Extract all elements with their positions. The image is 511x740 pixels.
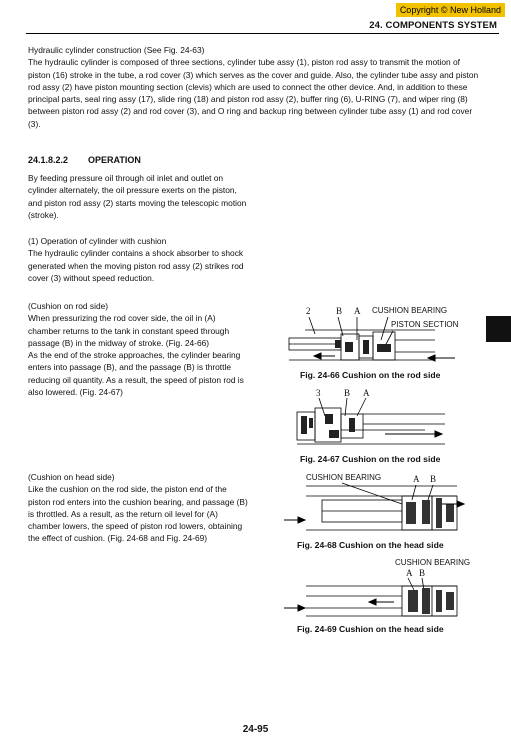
cushion-body: The hydraulic cylinder contains a shock absorber to shock generated when the moving piston rod assy (2) strikes rod cover (3) without speed reduction. (28, 248, 244, 283)
page-number: 24-95 (242, 724, 269, 735)
fig69-label-a: A (406, 568, 413, 578)
fig69-drawing (282, 556, 485, 622)
copyright-badge: Copyright © New Holland (396, 3, 505, 17)
fig67-label-a: A (363, 388, 370, 398)
fig68-label-a: A (413, 474, 420, 484)
cushion-heading: (1) Operation of cylinder with cushion (28, 236, 167, 246)
operation-number: 24.1.8.2.2 (28, 155, 69, 165)
section-title: 24. COMPONENTS SYSTEM (369, 20, 497, 31)
fig66-drawing (285, 300, 485, 366)
head-side-section (28, 471, 248, 545)
head-side-heading: (Cushion on head side) (28, 472, 115, 482)
fig68-label-cushion-bearing: CUSHION BEARING (306, 473, 382, 482)
intro-body: The hydraulic cylinder is composed of three sections, cylinder tube assy (1), piston rod assy to transmit the motion of piston (16) stroke in the tube, a rod cover (3) which serves as the cover and guide. Also, the cylinder tube assy and piston rod assy (2) have piston mounting section (clevis) which are used to connect the other device. And, in addition to these principal parts, seal ring assy (17), slide ring (18) and piston rod assy (2), buffer ring (6), U-RING (7), and wiper ring (8) between piston rod assy (2) and rod cover (3), and O ring and backup ring between cylinder tube assy (1) and rod cover (3). (28, 57, 479, 129)
fig66-label-b: B (336, 306, 343, 316)
fig67-caption: Fig. 24-67 Cushion on the rod side (300, 454, 441, 464)
operation-heading (28, 155, 141, 165)
figure-24-69 (282, 556, 485, 638)
cushion-section (28, 235, 250, 284)
fig68-caption: Fig. 24-68 Cushion on the head side (297, 540, 444, 550)
operation-body: By feeding pressure oil through oil inlet and outlet on cylinder alternately, the oil pressure exerts on the piston, and piston rod assy (2) starts moving the telescopic motion (stroke). (28, 173, 247, 220)
fig66-label-piston-section: PISTON SECTION (391, 320, 459, 329)
operation-title: OPERATION (88, 155, 141, 165)
intro-heading: Hydraulic cylinder construction (See Fig. 24-63) (28, 45, 205, 55)
fig68-label-b: B (430, 474, 437, 484)
rod-side-body-1: When pressurizing the rod cover side, the oil in (A) chamber returns to the tank in constant speed through passage (B) in the midway of stroke. (Fig. 24-66) (28, 313, 230, 348)
fig67-drawing (285, 384, 485, 452)
figure-24-68 (282, 470, 485, 554)
rod-side-section (28, 300, 248, 398)
fig68-drawing (282, 470, 485, 538)
fig69-label-cushion-bearing: CUSHION BEARING (395, 558, 471, 567)
intro-paragraph (28, 44, 484, 130)
figure-24-66 (285, 300, 485, 382)
fig69-caption: Fig. 24-69 Cushion on the head side (297, 624, 444, 634)
fig66-label-a: A (354, 306, 361, 316)
chapter-tab-marker (486, 316, 511, 342)
fig67-label-b: B (344, 388, 351, 398)
head-side-body: Like the cushion on the rod side, the piston end of the piston rod enters into the cushion bearing, and passage (B) is throttled. As a result, as the return oil level for (A) chamber lowers, the speed of piston rod lowers, obtaining the effect of cushion. (Fig. 24-68 and Fig. 24-69) (28, 484, 248, 544)
header-rule (26, 33, 499, 34)
fig67-label-3: 3 (316, 388, 321, 398)
rod-side-heading: (Cushion on rod side) (28, 301, 109, 311)
fig69-label-b: B (419, 568, 426, 578)
fig66-caption: Fig. 24-66 Cushion on the rod side (300, 370, 441, 380)
rod-side-body-2: As the end of the stroke approaches, the cylinder bearing enters into passage (B), and the passage (B) is throttle reducing oil quantity. As a result, the speed of piston rod is also lowered. (Fig. 24-67) (28, 350, 244, 398)
fig66-label-cushion-bearing: CUSHION BEARING (372, 306, 448, 315)
fig66-label-2: 2 (306, 306, 311, 316)
figure-24-67 (285, 384, 485, 468)
